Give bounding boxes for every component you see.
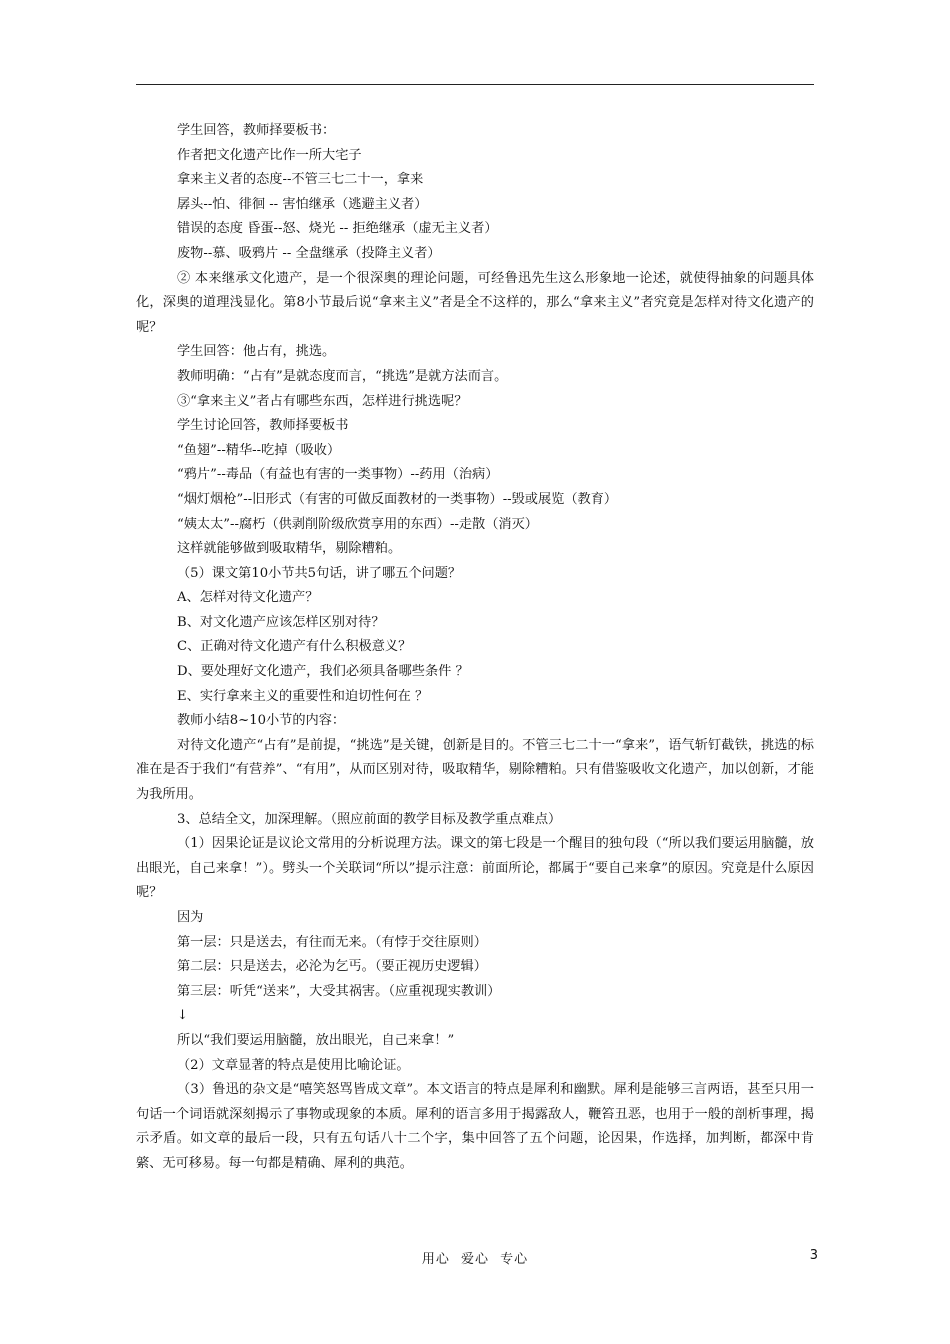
paragraph: ③“拿来主义”者占有哪些东西，怎样进行挑选呢？ [177, 393, 468, 409]
paragraph: 错误的态度 昏蛋--怒、烧光 -- 拒绝继承（虚无主义者） [177, 221, 498, 237]
paragraph: C、正确对待文化遗产有什么积极意义？ [177, 639, 412, 655]
paragraph: 拿来主义者的态度--不管三七二十一，拿来 [177, 172, 424, 188]
paragraph: “鱼翅”--精华--吃掉（吸收） [177, 442, 341, 458]
paragraph: （2）文章显著的特点是使用比喻论证。 [177, 1057, 410, 1073]
paragraph: 所以“我们要运用脑髓，放出眼光，自己来拿！” [177, 1032, 455, 1048]
paragraph: 教师小结8~10小节的内容： [177, 713, 346, 729]
page-number: 3 [809, 1248, 818, 1263]
paragraph: 学生讨论回答，教师择要板书 [177, 418, 349, 434]
header-rule [136, 84, 814, 85]
paragraph: 教师明确：“占有”是就态度而言，“挑选”是就方法而言。 [177, 368, 508, 384]
paragraph: “姨太太”--腐朽（供剥削阶级欣赏享用的东西）--走散（消灭） [177, 516, 538, 532]
paragraph: 学生回答：他占有，挑选。 [177, 344, 336, 360]
paragraph: 孱头--怕、徘徊 -- 害怕继承（逃避主义者） [177, 196, 428, 212]
paragraph: 第二层：只是送去，必沦为乞丐。（要正视历史逻辑） [177, 959, 487, 975]
paragraph: （5）课文第10小节共5句话，讲了哪五个问题？ [177, 565, 462, 581]
paragraph: E、实行拿来主义的重要性和迫切性何在 ？ [177, 688, 429, 704]
paragraph: 作者把文化遗产比作一所大宅子 [177, 147, 362, 163]
paragraph: 这样就能够做到吸取精华，剔除糟粕。 [177, 541, 402, 557]
paragraph: B、对文化遗产应该怎样区别对待？ [177, 614, 385, 630]
paragraph: （1）因果论证是议论文常用的分析说理方法。课文的第七段是一个醒目的独句段（“所以我们要运用脑髓，放出眼光，自己来拿！”）。劈头一个关联词“所以”提示注意：前面所论，都属于“要自己来拿”的原因。究竟是什么原因呢？ [136, 836, 814, 901]
paragraph: 第三层：听凭“送来”，大受其祸害。（应重视现实教训） [177, 983, 501, 999]
paragraph: （3）鲁迅的杂文是“嘻笑怒骂皆成文章”。本文语言的特点是犀利和幽默。犀利是能够三言两语，甚至只用一句话一个词语就深刻揭示了事物或现象的本质。犀利的语言多用于揭露敌人，鞭笞丑恶，也用于一般的剖析事理，揭示矛盾。如文章的最后一段，只有五句话八十二个字，集中回答了五个问题，论因果，作选择，加判断，都深中肯綮、无可移易。每一句都是精确、犀利的典范。 [136, 1082, 814, 1171]
paragraph: 对待文化遗产“占有”是前提，“挑选”是关键，创新是目的。不管三七二十一“拿来”，语气斩钉截铁，挑选的标准在是否于我们“有营养”、“有用”，从而区别对待，吸取精华，剔除糟粕。只有借鉴吸收文化遗产，加以创新，才能为我所用。 [136, 737, 814, 803]
document-body [136, 119, 814, 1177]
paragraph: ② 本来继承文化遗产，是一个很深奥的理论问题，可经鲁迅先生这么形象地一论述，就使得抽象的问题具体化，深奥的道理浅显化。第8小节最后说“拿来主义”者是全不这样的，那么“拿来主义”者究竟是怎样对待文化遗产的呢？ [136, 270, 814, 335]
paragraph: “鸦片”--毒品（有益也有害的一类事物）--药用（治病） [177, 467, 499, 483]
paragraph: 因为 [177, 910, 204, 925]
paragraph: D、要处理好文化遗产，我们必须具备哪些条件 ？ [177, 664, 469, 680]
paragraph: 废物--慕、吸鸦片 -- 全盘继承（投降主义者） [177, 245, 441, 261]
paragraph: 3、总结全文，加深理解。（照应前面的教学目标及教学重点难点） [177, 811, 562, 827]
paragraph: “烟灯烟枪”--旧形式（有害的可做反面教材的一类事物）--毁或展览（教育） [177, 491, 618, 507]
paragraph: A、怎样对待文化遗产？ [177, 590, 319, 606]
paragraph: 第一层：只是送去，有往而无来。（有悖于交往原则） [177, 934, 487, 950]
paragraph: ↓ [177, 1008, 189, 1024]
paragraph: 学生回答，教师择要板书： [177, 123, 336, 138]
footer-motto: 用心 爱心 专心 [421, 1252, 529, 1267]
